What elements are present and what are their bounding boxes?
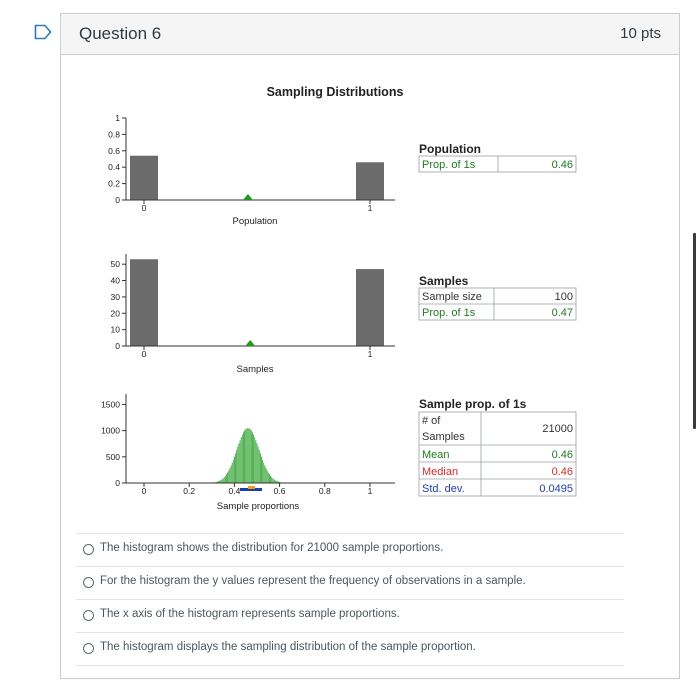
y-tick-label: 1000 — [101, 425, 120, 436]
population-stats — [419, 142, 576, 172]
answer-option-2[interactable] — [76, 566, 624, 599]
sample-size-value: 100 — [554, 291, 573, 303]
bar — [356, 162, 384, 200]
y-tick-label: 0 — [115, 195, 120, 205]
y-tick-label: 10 — [110, 324, 120, 335]
median-value: 0.46 — [551, 466, 573, 478]
x-tick-label: 0 — [141, 203, 147, 213]
y-tick-label: 0 — [115, 341, 120, 351]
answer-label: The histogram shows the distribution for 21000 sample proportions. — [100, 542, 444, 554]
population-x-label: Population — [232, 216, 278, 227]
answer-option-1[interactable] — [76, 533, 624, 566]
bar — [130, 259, 158, 346]
std-dev-label: Std. dev. — [422, 483, 465, 495]
x-tick-label: 1 — [367, 349, 373, 359]
sample-prop-stats — [419, 397, 576, 496]
y-tick-label: 1500 — [101, 399, 120, 410]
population-stats-title: Population — [419, 142, 481, 156]
population-prop-label: Prop. of 1s — [422, 159, 476, 171]
samples-stats — [419, 274, 576, 320]
y-tick-label: 0.2 — [108, 178, 120, 189]
histogram-x-label: Sample proportions — [216, 501, 300, 512]
sample-size-label: Sample size — [422, 291, 482, 303]
y-tick-label: 1 — [115, 113, 120, 123]
question-points: 10 pts — [620, 25, 661, 42]
samples-chart — [111, 254, 395, 375]
y-tick-label: 0.8 — [108, 129, 120, 140]
y-tick-label: 0 — [115, 478, 120, 488]
y-tick-label: 50 — [110, 259, 120, 270]
population-chart — [108, 113, 395, 227]
histogram-median-marker — [248, 486, 255, 489]
y-tick-label: 20 — [110, 308, 120, 319]
question-title: Question 6 — [79, 24, 162, 43]
sample-prop-stats-title: Sample prop. of 1s — [419, 397, 527, 411]
y-tick-label: 500 — [105, 451, 120, 462]
x-tick-label: 0 — [141, 349, 147, 359]
sample-count-label-1: # of — [422, 415, 441, 427]
x-tick-label: 1 — [367, 486, 373, 496]
bar — [356, 269, 384, 346]
x-tick-label: 0 — [141, 486, 147, 496]
std-dev-value: 0.0495 — [539, 483, 573, 495]
samples-prop-value: 0.47 — [551, 307, 573, 319]
population-mean-marker — [243, 194, 253, 200]
y-tick-label: 0.4 — [108, 162, 120, 173]
sample-count-value: 21000 — [542, 423, 573, 435]
x-tick-label: 0.8 — [318, 486, 331, 496]
scrollbar[interactable] — [693, 233, 696, 429]
answer-option-4[interactable] — [76, 632, 624, 666]
radio-button[interactable] — [83, 610, 94, 621]
mean-value: 0.46 — [551, 449, 573, 461]
question-card — [60, 13, 680, 679]
bar — [130, 156, 158, 200]
y-tick-label: 0.6 — [108, 145, 120, 156]
population-prop-value: 0.46 — [551, 159, 573, 171]
samples-stats-title: Samples — [419, 274, 469, 288]
histogram-chart — [101, 394, 395, 512]
x-tick-label: 0.2 — [183, 486, 196, 496]
x-tick-label: 0.6 — [273, 486, 286, 496]
sample-count-label-2: Samples — [422, 431, 465, 443]
answer-label: The histogram displays the sampling distribution of the sample proportion. — [100, 641, 476, 653]
samples-mean-marker — [245, 340, 255, 346]
radio-button[interactable] — [83, 544, 94, 555]
answer-list — [76, 533, 624, 666]
mean-label: Mean — [422, 449, 450, 461]
samples-prop-label: Prop. of 1s — [422, 307, 476, 319]
question-header — [61, 14, 679, 55]
samples-x-label: Samples — [236, 364, 274, 375]
x-tick-label: 1 — [367, 203, 373, 213]
answer-option-3[interactable] — [76, 599, 624, 632]
figure-title: Sampling Distributions — [266, 85, 404, 99]
flag-icon[interactable] — [34, 24, 52, 40]
radio-button[interactable] — [83, 643, 94, 654]
answer-label: The x axis of the histogram represents sample proportions. — [100, 608, 400, 620]
answer-label: For the histogram the y values represent the frequency of observations in a sample. — [100, 575, 526, 587]
y-tick-label: 30 — [110, 291, 120, 302]
y-tick-label: 40 — [110, 275, 120, 286]
sampling-distributions-figure — [90, 74, 610, 514]
x-tick-label: 0.4 — [228, 486, 241, 496]
radio-button[interactable] — [83, 577, 94, 588]
median-label: Median — [422, 466, 459, 478]
